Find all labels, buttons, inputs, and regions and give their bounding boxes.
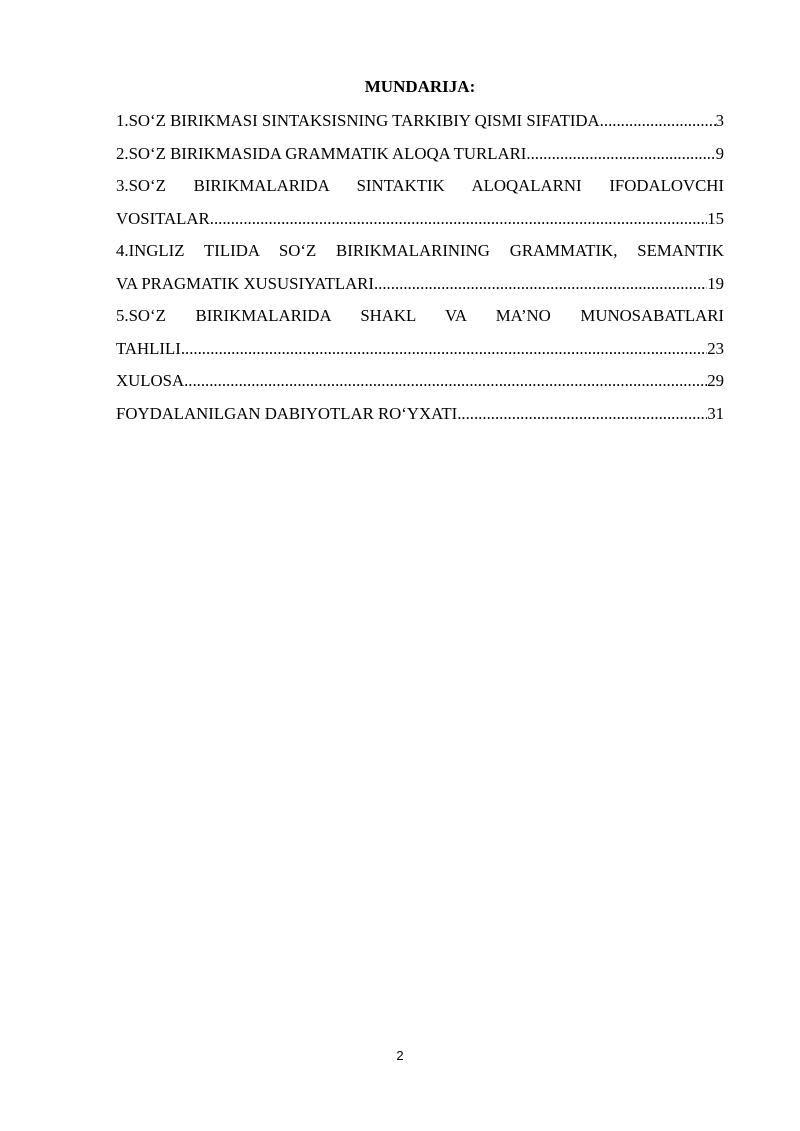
toc-entry-title-line-1: 4.INGLIZ TILIDA SO‘Z BIRIKMALARINING GRAMMATIK, SEMANTIK [116,241,724,260]
toc-dot-leader [600,105,716,138]
toc-entry-last-line [116,333,724,366]
toc-entry-title-line-1: 3.SO‘Z BIRIKMALARIDA SINTAKTIK ALOQALARNI IFODALOVCHI [116,176,724,195]
toc-entry-title: 2.SO‘Z BIRIKMASIDA GRAMMATIK ALOQA TURLARI [116,143,527,163]
document-page [116,77,724,430]
toc-entry[interactable] [116,398,724,431]
toc-entry-page: 23 [707,338,724,358]
toc-entry[interactable] [116,138,724,171]
toc-dot-leader [374,268,707,301]
toc-dot-leader [210,203,707,236]
toc-entry-title-line-1: 5.SO‘Z BIRIKMALARIDA SHAKL VA MA’NO MUNOSABATLARI [116,306,724,325]
toc-entry-title-line-2: VA PRAGMATIK XUSUSIYATLARI [116,273,374,293]
toc-entry-last-line [116,268,724,301]
toc-title: MUNDARIJA: [364,77,476,96]
toc-dot-leader [526,138,715,171]
table-of-contents [116,105,724,430]
toc-entry-last-line [116,203,724,236]
page-number: 2 [396,1048,404,1063]
toc-entry-title-line-2: TAHLILI [116,338,181,358]
toc-entry-page: 29 [707,371,724,390]
toc-dot-leader [184,365,707,398]
toc-dot-leader [457,398,707,431]
toc-entry[interactable] [116,235,724,300]
toc-entry-page: 3 [715,111,724,130]
toc-entry-page: 15 [707,208,724,228]
toc-entry-title: FOYDALANILGAN DABIYOTLAR RO‘YXATI [116,403,458,423]
toc-entry-page: 19 [707,273,724,293]
toc-entry-title: XULOSA [116,371,185,390]
toc-entry-title: 1.SO‘Z BIRIKMASI SINTAKSISNING TARKIBIY QISMI SIFATIDA [116,111,600,130]
toc-entry[interactable] [116,365,724,398]
toc-entry[interactable] [116,300,724,365]
toc-dot-leader [181,333,707,366]
toc-entry-title-line-2: VOSITALAR [116,208,210,228]
toc-entry-page: 9 [715,143,724,163]
toc-entry[interactable] [116,170,724,235]
toc-entry-page: 31 [707,403,724,423]
toc-entry[interactable] [116,105,724,138]
